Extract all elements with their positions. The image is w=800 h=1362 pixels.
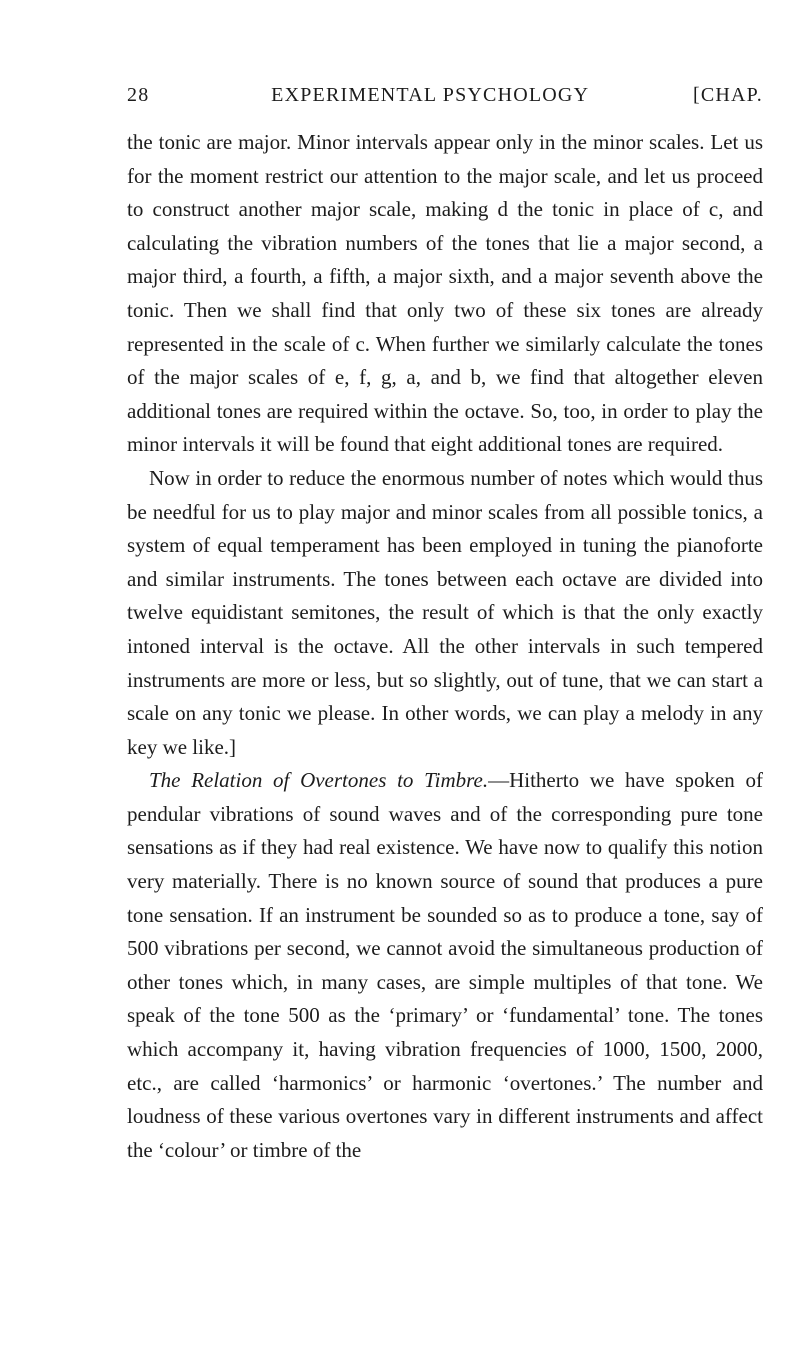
section-heading: The Relation of Overtones to Timbre. xyxy=(149,768,489,793)
paragraph-3-text: —Hitherto we have spoken of pendular vibrations of sound waves and of the corresponding pure tone sensations as if they had real existence. We have now to qualify this notion very materially. There is no known source of sound that produces a pure tone sensation. If an instrument be sounded so as to produce a tone, say of 500 vibrations per second, we cannot avoid the simultaneous production of other tones which, in many cases, are simple multiples of that tone. We speak of the tone 500 as the ‘primary’ or ‘fundamental’ tone. The tones which accompany it, having vibration frequencies of 1000, 1500, 2000, etc., are called ‘harmonics’ or harmonic ‘overtones.’ The number and loudness of these various overtones vary in different instruments and affect the ‘colour’ or timbre of the xyxy=(127,768,763,1162)
book-page xyxy=(127,84,763,1167)
running-title: EXPERIMENTAL PSYCHOLOGY xyxy=(271,84,590,106)
paragraph-2: Now in order to reduce the enormous number of notes which would thus be needful for us to play major and minor scales from all possible tonics, a system of equal temperament has been employed in tuning the pianoforte and similar instruments. The tones between each octave are divided into twelve equidistant semitones, the result of which is that the only exactly intoned interval is the octave. All the other intervals in such tempered instruments are more or less, but so slightly, out of tune, that we can start a scale on any tonic we please. In other words, we can play a melody in any key we like.] xyxy=(127,465,763,759)
page-number: 28 xyxy=(127,84,150,106)
paragraph-3 xyxy=(127,764,763,1167)
chapter-label: [CHAP. xyxy=(693,84,763,106)
paragraph-1: the tonic are major. Minor intervals appear only in the minor scales. Let us for the moment restrict our attention to the major scale, and let us proceed to construct another major scale, making d the tonic in place of c, and calculating the vibration numbers of the tones that lie a major second, a major third, a fourth, a fifth, a major sixth, and a major seventh above the tonic. Then we shall find that only two of these six tones are already represented in the scale of c. When further we similarly calculate the tones of the major scales of e, f, g, a, and b, we find that altogether eleven additional tones are required within the octave. So, too, in order to play the minor intervals it will be found that eight additional tones are required. xyxy=(127,130,763,457)
running-head xyxy=(127,84,763,114)
body-text xyxy=(127,126,763,1167)
